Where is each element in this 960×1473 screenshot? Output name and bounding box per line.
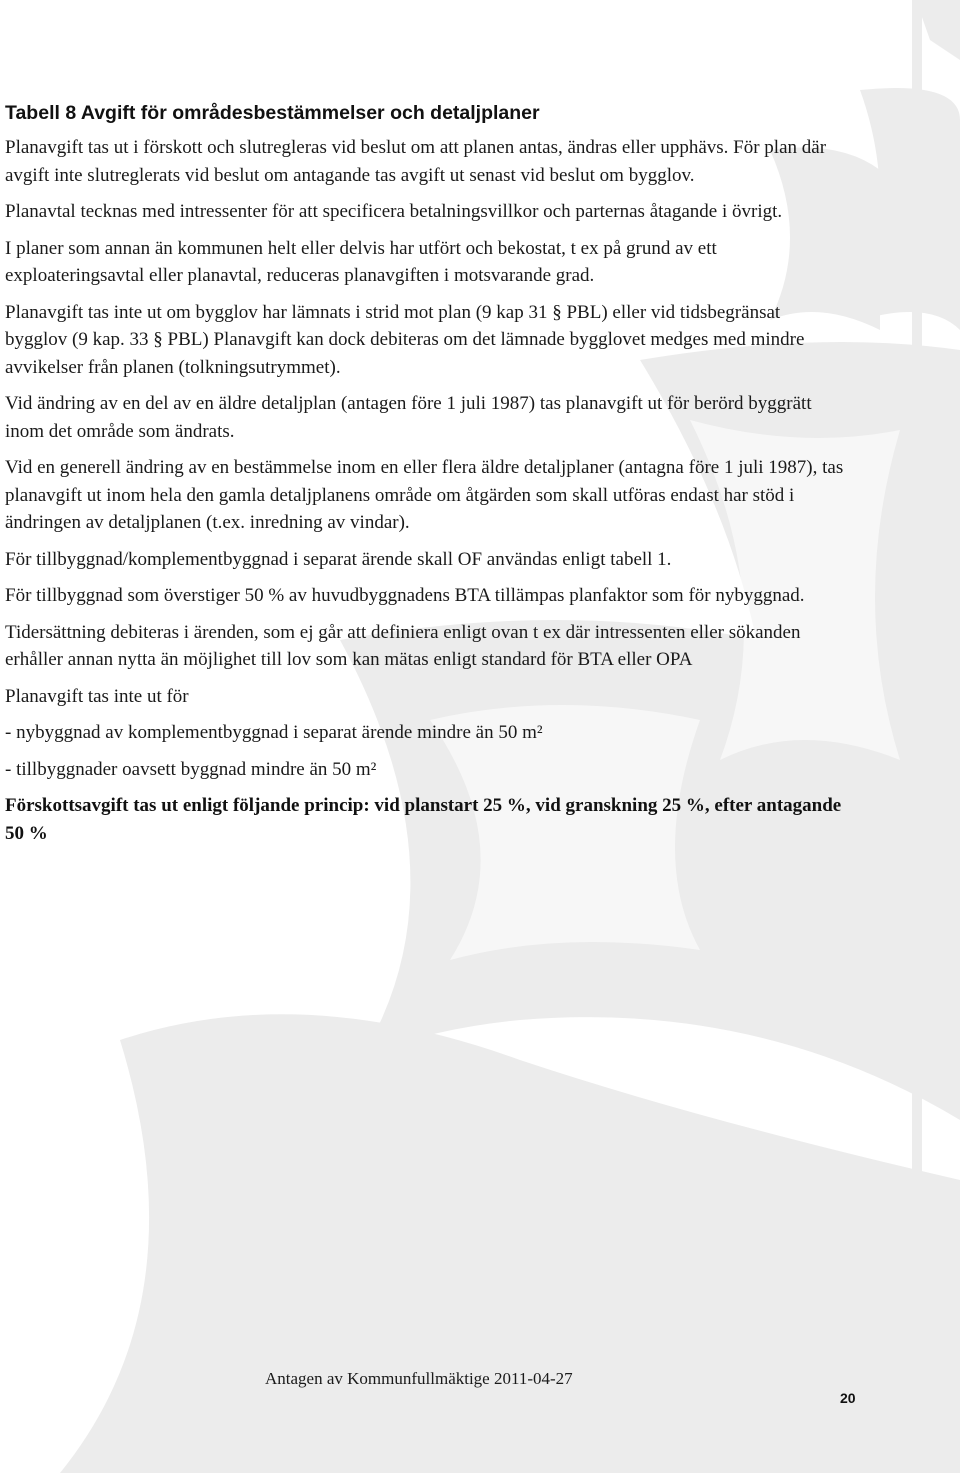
- paragraph-time-compensation: Tidersättning debiteras i ärenden, som ej går att definiera enligt ovan t ex där intressenten eller sökanden erhåller annan nytta än möjlighet till lov som kan mätas enligt standard för BTA eller OPA: [5, 621, 801, 670]
- document-body: [5, 98, 845, 856]
- list-item-extension: - tillbyggnader oavsett byggnad mindre än 50 m²: [5, 758, 377, 780]
- paragraph-plan-agreement: Planavtal tecknas med intressenter för att specificera betalningsvillkor och parternas åtagande i övrigt.: [5, 201, 783, 222]
- paragraph-no-fee-intro: Planavgift tas inte ut för: [5, 685, 189, 707]
- list-item-outbuilding: - nybyggnad av komplementbyggnad i separat ärende mindre än 50 m²: [5, 722, 543, 743]
- page-number: 20: [840, 1390, 856, 1406]
- table-heading: Tabell 8 Avgift för områdesbestämmelser och detaljplaner: [5, 102, 540, 124]
- paragraph-extension-separate: För tillbyggnad/komplementbyggnad i separat ärende skall OF användas enligt tabell 1.: [5, 548, 672, 570]
- paragraph-advance-principle: Förskottsavgift tas ut enligt följande princip: vid planstart 25 %, vid granskning 25 %, efter antagande 50 %: [5, 795, 842, 844]
- paragraph-general-change: Vid en generell ändring av en bestämmelse inom en eller flera äldre detaljplaner (antagna före 1 juli 1987), tas planavgift ut inom hela den gamla detaljplanens område om åtgärden som skall utföras endast har stöd i ändringen av detaljplanen (t.ex. inredning av vindar).: [5, 457, 844, 533]
- paragraph-exemption-pbl: Planavgift tas inte ut om bygglov har lämnats i strid mot plan (9 kap 31 § PBL) eller vid tidsbegränsat bygglov (9 kap. 33 § PBL) Planavgift kan dock debiteras om det lämnade bygglovet medges med mindre avvikelser från planen (tolkningsutrymmet).: [5, 301, 805, 378]
- paragraph-reduction: I planer som annan än kommunen helt eller delvis har utfört och bekostat, t ex på grund av ett exploateringsavtal eller planavtal, reduceras planavgiften i motsvarande grad.: [5, 237, 717, 286]
- paragraph-extension-50: För tillbyggnad som överstiger 50 % av huvudbyggnadens BTA tillämpas planfaktor som för nybyggnad.: [5, 585, 805, 606]
- footer-adoption-note: Antagen av Kommunfullmäktige 2011-04-27: [265, 1369, 573, 1388]
- paragraph-advance-fee: Planavgift tas ut i förskott och slutregleras vid beslut om att planen antas, ändras eller upphävs. För plan där avgift inte slutreglerats vid beslut om antagande tas avgift ut senast vid beslut om bygglov.: [5, 137, 827, 186]
- paragraph-partial-change: Vid ändring av en del av en äldre detaljplan (antagen före 1 juli 1987) tas planavgift ut för berörd byggrätt inom det område som ändrats.: [5, 393, 812, 442]
